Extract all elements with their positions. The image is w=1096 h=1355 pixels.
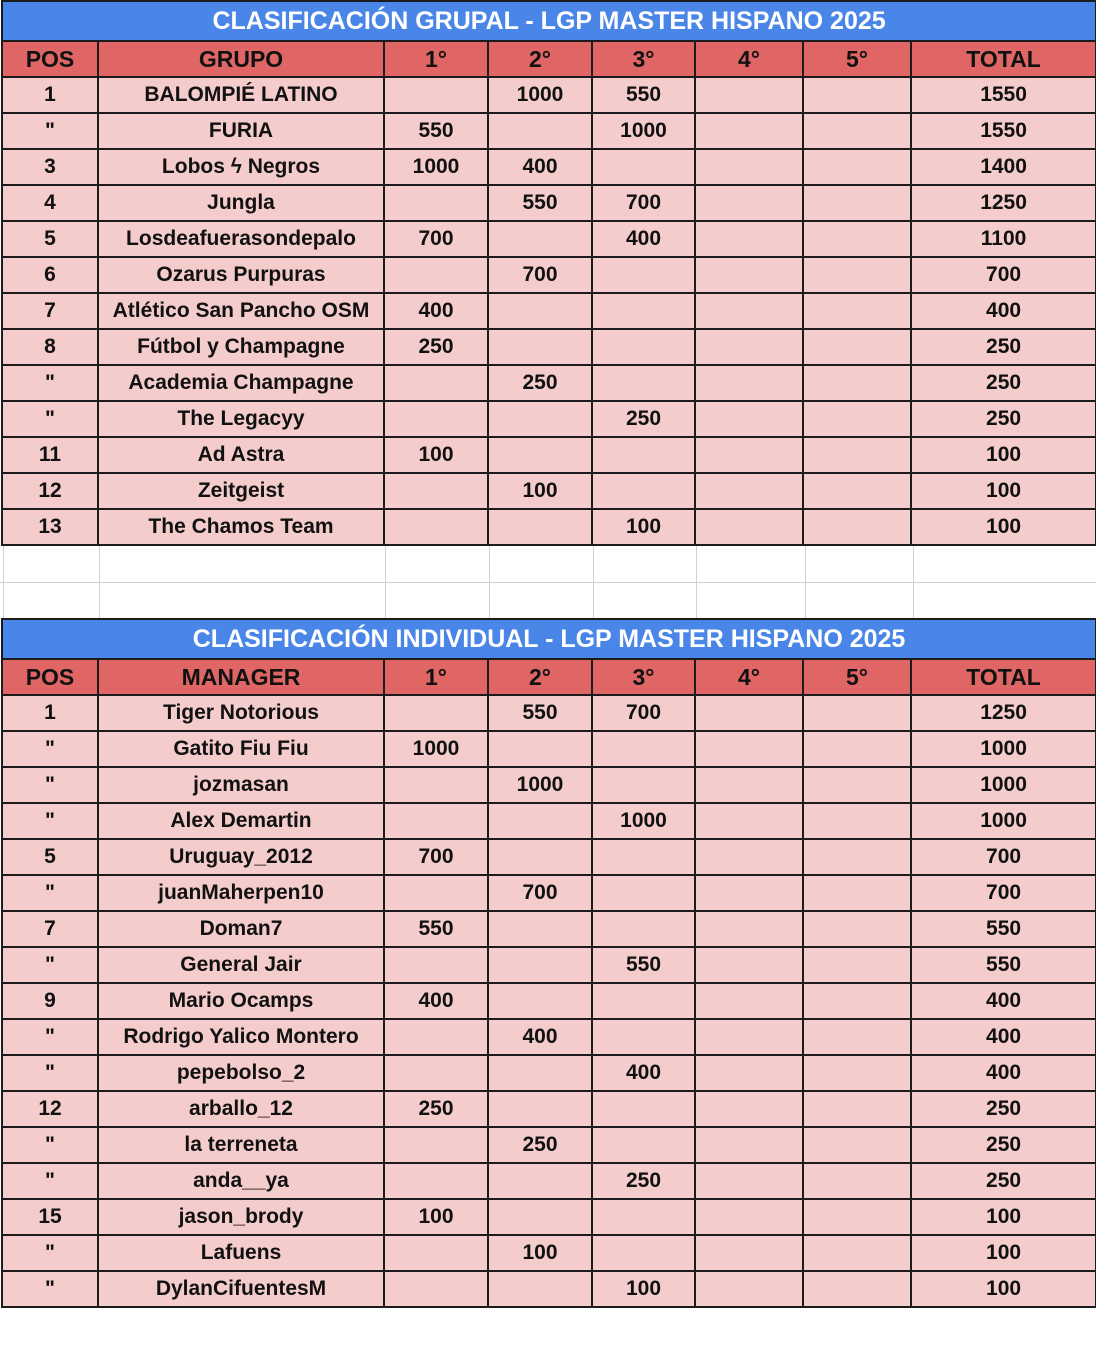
cell-p3[interactable] xyxy=(592,1235,695,1271)
cell-p1[interactable] xyxy=(384,1055,488,1091)
cell-name[interactable]: Uruguay_2012 xyxy=(98,839,384,875)
cell-p2[interactable] xyxy=(488,1055,592,1091)
table-row xyxy=(2,983,1096,1019)
table-row xyxy=(2,1199,1096,1235)
cell-p3[interactable]: 400 xyxy=(592,1055,695,1091)
cell-pos[interactable]: 5 xyxy=(2,839,98,875)
cell-pos[interactable]: " xyxy=(2,947,98,983)
cell-total[interactable]: 700 xyxy=(911,839,1096,875)
cell-pos[interactable]: " xyxy=(2,1019,98,1055)
cell-name[interactable]: Academia Champagne xyxy=(98,365,384,401)
cell-p3[interactable]: 100 xyxy=(592,509,695,545)
cell-p2[interactable]: 700 xyxy=(488,257,592,293)
cell-total[interactable]: 1250 xyxy=(911,695,1096,731)
cell-pos[interactable]: " xyxy=(2,1271,98,1307)
cell-p4[interactable] xyxy=(695,113,803,149)
table-row xyxy=(2,767,1096,803)
cell-total[interactable]: 100 xyxy=(911,1271,1096,1307)
cell-pos[interactable]: 7 xyxy=(2,911,98,947)
cell-p1[interactable] xyxy=(384,509,488,545)
cell-p2[interactable]: 250 xyxy=(488,365,592,401)
cell-p5[interactable] xyxy=(803,293,911,329)
cell-p4[interactable] xyxy=(695,1055,803,1091)
cell-p1[interactable] xyxy=(384,257,488,293)
cell-p5[interactable] xyxy=(803,983,911,1019)
cell-total[interactable]: 100 xyxy=(911,509,1096,545)
cell-p1[interactable]: 550 xyxy=(384,113,488,149)
table-row xyxy=(2,149,1096,185)
cell-p3[interactable] xyxy=(592,1127,695,1163)
cell-p3[interactable] xyxy=(592,473,695,509)
cell-p4[interactable] xyxy=(695,911,803,947)
table-row xyxy=(2,185,1096,221)
cell-p5[interactable] xyxy=(803,257,911,293)
cell-p4[interactable] xyxy=(695,221,803,257)
cell-p4[interactable] xyxy=(695,803,803,839)
cell-p2[interactable] xyxy=(488,803,592,839)
cell-p5[interactable] xyxy=(803,401,911,437)
column-header-p4: 4° xyxy=(695,41,803,77)
cell-p1[interactable] xyxy=(384,947,488,983)
column-header-p1: 1° xyxy=(384,659,488,695)
cell-p3[interactable] xyxy=(592,437,695,473)
cell-p5[interactable] xyxy=(803,1199,911,1235)
cell-p5[interactable] xyxy=(803,1163,911,1199)
cell-p3[interactable]: 550 xyxy=(592,947,695,983)
cell-p4[interactable] xyxy=(695,1271,803,1307)
cell-p5[interactable] xyxy=(803,1271,911,1307)
cell-p4[interactable] xyxy=(695,473,803,509)
cell-total[interactable]: 100 xyxy=(911,473,1096,509)
cell-p5[interactable] xyxy=(803,947,911,983)
cell-name[interactable]: arballo_12 xyxy=(98,1091,384,1127)
cell-total[interactable]: 250 xyxy=(911,1163,1096,1199)
cell-p5[interactable] xyxy=(803,1091,911,1127)
cell-pos[interactable]: " xyxy=(2,1055,98,1091)
cell-pos[interactable]: " xyxy=(2,401,98,437)
individual-ranking-title: CLASIFICACIÓN INDIVIDUAL - LGP MASTER HISPANO 2025 xyxy=(2,619,1096,659)
cell-p2[interactable] xyxy=(488,401,592,437)
cell-p3[interactable]: 250 xyxy=(592,1163,695,1199)
cell-p2[interactable] xyxy=(488,1163,592,1199)
cell-p5[interactable] xyxy=(803,1019,911,1055)
cell-p4[interactable] xyxy=(695,947,803,983)
cell-p3[interactable] xyxy=(592,767,695,803)
cell-name[interactable]: Alex Demartin xyxy=(98,803,384,839)
cell-pos[interactable]: " xyxy=(2,803,98,839)
cell-p3[interactable] xyxy=(592,365,695,401)
cell-p1[interactable] xyxy=(384,473,488,509)
cell-p3[interactable]: 700 xyxy=(592,695,695,731)
table-row xyxy=(2,1019,1096,1055)
cell-name[interactable]: Rodrigo Yalico Montero xyxy=(98,1019,384,1055)
cell-p3[interactable] xyxy=(592,875,695,911)
cell-p1[interactable] xyxy=(384,401,488,437)
table-row xyxy=(2,1271,1096,1307)
cell-p2[interactable]: 400 xyxy=(488,1019,592,1055)
table-row xyxy=(2,1091,1096,1127)
cell-p4[interactable] xyxy=(695,983,803,1019)
individual-header-row xyxy=(2,659,1096,695)
column-header-p5: 5° xyxy=(803,659,911,695)
cell-p5[interactable] xyxy=(803,875,911,911)
cell-p2[interactable] xyxy=(488,1091,592,1127)
cell-name[interactable]: jason_brody xyxy=(98,1199,384,1235)
cell-pos[interactable]: 3 xyxy=(2,149,98,185)
table-row xyxy=(2,1163,1096,1199)
cell-p1[interactable]: 400 xyxy=(384,293,488,329)
cell-total[interactable]: 1250 xyxy=(911,185,1096,221)
cell-pos[interactable]: 1 xyxy=(2,695,98,731)
group-ranking-table xyxy=(1,0,1096,546)
cell-p1[interactable] xyxy=(384,1235,488,1271)
cell-p5[interactable] xyxy=(803,767,911,803)
cell-pos[interactable]: " xyxy=(2,1163,98,1199)
table-row xyxy=(2,1235,1096,1271)
cell-name[interactable]: Zeitgeist xyxy=(98,473,384,509)
cell-pos[interactable]: " xyxy=(2,767,98,803)
cell-name[interactable]: Lafuens xyxy=(98,1235,384,1271)
cell-pos[interactable]: 15 xyxy=(2,1199,98,1235)
cell-p5[interactable] xyxy=(803,437,911,473)
cell-p5[interactable] xyxy=(803,731,911,767)
cell-name[interactable]: juanMaherpen10 xyxy=(98,875,384,911)
table-row xyxy=(2,329,1096,365)
cell-p1[interactable] xyxy=(384,1127,488,1163)
cell-pos[interactable]: 11 xyxy=(2,437,98,473)
cell-pos[interactable]: 7 xyxy=(2,293,98,329)
cell-p3[interactable] xyxy=(592,731,695,767)
cell-name[interactable]: Losdeafuerasondepalo xyxy=(98,221,384,257)
cell-p5[interactable] xyxy=(803,113,911,149)
cell-p1[interactable] xyxy=(384,185,488,221)
table-row xyxy=(2,803,1096,839)
cell-p1[interactable]: 100 xyxy=(384,437,488,473)
cell-p5[interactable] xyxy=(803,365,911,401)
column-header-p3: 3° xyxy=(592,659,695,695)
cell-total[interactable]: 250 xyxy=(911,1091,1096,1127)
cell-p5[interactable] xyxy=(803,149,911,185)
cell-p1[interactable]: 1000 xyxy=(384,731,488,767)
cell-p2[interactable] xyxy=(488,839,592,875)
cell-name[interactable]: Ad Astra xyxy=(98,437,384,473)
column-header-pos: POS xyxy=(2,659,98,695)
cell-total[interactable]: 400 xyxy=(911,1055,1096,1091)
cell-p1[interactable]: 250 xyxy=(384,1091,488,1127)
table-row xyxy=(2,365,1096,401)
cell-p2[interactable]: 1000 xyxy=(488,767,592,803)
table-row xyxy=(2,113,1096,149)
cell-p2[interactable]: 550 xyxy=(488,185,592,221)
table-row xyxy=(2,695,1096,731)
cell-p4[interactable] xyxy=(695,1019,803,1055)
cell-pos[interactable]: " xyxy=(2,1127,98,1163)
cell-p3[interactable]: 550 xyxy=(592,77,695,113)
cell-p5[interactable] xyxy=(803,473,911,509)
table-row xyxy=(2,1127,1096,1163)
cell-p4[interactable] xyxy=(695,149,803,185)
cell-p4[interactable] xyxy=(695,695,803,731)
cell-p2[interactable]: 700 xyxy=(488,875,592,911)
cell-p4[interactable] xyxy=(695,1091,803,1127)
cell-pos[interactable]: 8 xyxy=(2,329,98,365)
cell-pos[interactable]: " xyxy=(2,731,98,767)
cell-p2[interactable] xyxy=(488,911,592,947)
cell-pos[interactable]: 1 xyxy=(2,77,98,113)
cell-pos[interactable]: " xyxy=(2,113,98,149)
column-header-p2: 2° xyxy=(488,41,592,77)
cell-name[interactable]: Fútbol y Champagne xyxy=(98,329,384,365)
cell-total[interactable]: 1400 xyxy=(911,149,1096,185)
cell-name[interactable]: BALOMPIÉ LATINO xyxy=(98,77,384,113)
cell-p4[interactable] xyxy=(695,329,803,365)
table-row xyxy=(2,509,1096,545)
group-ranking-title: CLASIFICACIÓN GRUPAL - LGP MASTER HISPANO 2025 xyxy=(2,1,1096,41)
cell-p1[interactable]: 100 xyxy=(384,1199,488,1235)
table-row xyxy=(2,731,1096,767)
cell-p2[interactable] xyxy=(488,1199,592,1235)
cell-p4[interactable] xyxy=(695,1163,803,1199)
cell-p4[interactable] xyxy=(695,1235,803,1271)
cell-p1[interactable]: 400 xyxy=(384,983,488,1019)
cell-name[interactable]: Lobos ϟ Negros xyxy=(98,149,384,185)
cell-p5[interactable] xyxy=(803,803,911,839)
column-header-pos: POS xyxy=(2,41,98,77)
cell-pos[interactable]: 5 xyxy=(2,221,98,257)
cell-p4[interactable] xyxy=(695,875,803,911)
cell-p4[interactable] xyxy=(695,77,803,113)
cell-p3[interactable]: 250 xyxy=(592,401,695,437)
cell-p2[interactable] xyxy=(488,947,592,983)
table-row xyxy=(2,875,1096,911)
cell-p2[interactable]: 100 xyxy=(488,1235,592,1271)
cell-p2[interactable] xyxy=(488,437,592,473)
cell-p2[interactable] xyxy=(488,509,592,545)
column-header-p1: 1° xyxy=(384,41,488,77)
cell-total[interactable]: 100 xyxy=(911,437,1096,473)
table-row xyxy=(2,437,1096,473)
cell-p4[interactable] xyxy=(695,731,803,767)
cell-name[interactable]: Gatito Fiu Fiu xyxy=(98,731,384,767)
cell-p4[interactable] xyxy=(695,839,803,875)
cell-p3[interactable] xyxy=(592,839,695,875)
cell-p5[interactable] xyxy=(803,221,911,257)
cell-p2[interactable] xyxy=(488,1271,592,1307)
cell-p3[interactable] xyxy=(592,1019,695,1055)
column-header-total: TOTAL xyxy=(911,659,1096,695)
cell-p5[interactable] xyxy=(803,1127,911,1163)
cell-p4[interactable] xyxy=(695,401,803,437)
cell-p4[interactable] xyxy=(695,257,803,293)
cell-name[interactable]: la terreneta xyxy=(98,1127,384,1163)
column-header-p4: 4° xyxy=(695,659,803,695)
cell-name[interactable]: Ozarus Purpuras xyxy=(98,257,384,293)
cell-total[interactable]: 1000 xyxy=(911,803,1096,839)
column-header-name: GRUPO xyxy=(98,41,384,77)
cell-total[interactable]: 250 xyxy=(911,365,1096,401)
cell-p3[interactable] xyxy=(592,329,695,365)
cell-p2[interactable]: 550 xyxy=(488,695,592,731)
cell-p3[interactable] xyxy=(592,911,695,947)
cell-p4[interactable] xyxy=(695,185,803,221)
cell-total[interactable]: 1100 xyxy=(911,221,1096,257)
cell-pos[interactable]: 12 xyxy=(2,1091,98,1127)
column-header-p2: 2° xyxy=(488,659,592,695)
cell-total[interactable]: 550 xyxy=(911,911,1096,947)
table-row xyxy=(2,839,1096,875)
cell-total[interactable]: 1000 xyxy=(911,767,1096,803)
individual-ranking-table xyxy=(1,618,1096,1308)
cell-pos[interactable]: " xyxy=(2,1235,98,1271)
table-row xyxy=(2,257,1096,293)
cell-p2[interactable]: 250 xyxy=(488,1127,592,1163)
cell-name[interactable]: The Chamos Team xyxy=(98,509,384,545)
cell-p5[interactable] xyxy=(803,509,911,545)
cell-p1[interactable] xyxy=(384,77,488,113)
table-row xyxy=(2,911,1096,947)
column-header-total: TOTAL xyxy=(911,41,1096,77)
cell-pos[interactable]: 6 xyxy=(2,257,98,293)
table-row xyxy=(2,401,1096,437)
cell-p3[interactable]: 100 xyxy=(592,1271,695,1307)
cell-p4[interactable] xyxy=(695,365,803,401)
cell-total[interactable]: 400 xyxy=(911,983,1096,1019)
column-header-p3: 3° xyxy=(592,41,695,77)
cell-p1[interactable] xyxy=(384,365,488,401)
cell-pos[interactable]: 4 xyxy=(2,185,98,221)
cell-p2[interactable] xyxy=(488,293,592,329)
cell-total[interactable]: 100 xyxy=(911,1199,1096,1235)
cell-p4[interactable] xyxy=(695,767,803,803)
cell-p2[interactable]: 100 xyxy=(488,473,592,509)
table-row xyxy=(2,221,1096,257)
cell-name[interactable]: Mario Ocamps xyxy=(98,983,384,1019)
cell-total[interactable]: 550 xyxy=(911,947,1096,983)
cell-p1[interactable] xyxy=(384,875,488,911)
cell-p3[interactable] xyxy=(592,1199,695,1235)
cell-p2[interactable] xyxy=(488,113,592,149)
cell-p3[interactable]: 700 xyxy=(592,185,695,221)
cell-p3[interactable] xyxy=(592,257,695,293)
cell-p1[interactable]: 250 xyxy=(384,329,488,365)
cell-p1[interactable]: 550 xyxy=(384,911,488,947)
cell-name[interactable]: General Jair xyxy=(98,947,384,983)
table-row xyxy=(2,947,1096,983)
cell-p5[interactable] xyxy=(803,1055,911,1091)
column-header-name: MANAGER xyxy=(98,659,384,695)
cell-name[interactable]: FURIA xyxy=(98,113,384,149)
empty-rows-spacer xyxy=(0,546,1096,618)
cell-p1[interactable] xyxy=(384,1271,488,1307)
cell-p3[interactable] xyxy=(592,293,695,329)
cell-pos[interactable]: 9 xyxy=(2,983,98,1019)
cell-p1[interactable] xyxy=(384,1019,488,1055)
cell-total[interactable]: 1550 xyxy=(911,77,1096,113)
column-header-p5: 5° xyxy=(803,41,911,77)
cell-name[interactable]: Doman7 xyxy=(98,911,384,947)
cell-name[interactable]: anda__ya xyxy=(98,1163,384,1199)
cell-total[interactable]: 700 xyxy=(911,257,1096,293)
cell-name[interactable]: Tiger Notorious xyxy=(98,695,384,731)
cell-p1[interactable] xyxy=(384,767,488,803)
grupal-header-row xyxy=(2,41,1096,77)
cell-total[interactable]: 700 xyxy=(911,875,1096,911)
table-row xyxy=(2,77,1096,113)
cell-p5[interactable] xyxy=(803,77,911,113)
cell-pos[interactable]: " xyxy=(2,365,98,401)
cell-name[interactable]: The Legacyy xyxy=(98,401,384,437)
cell-pos[interactable]: 13 xyxy=(2,509,98,545)
table-row xyxy=(2,473,1096,509)
cell-p1[interactable]: 700 xyxy=(384,839,488,875)
cell-p5[interactable] xyxy=(803,911,911,947)
cell-p5[interactable] xyxy=(803,329,911,365)
cell-p1[interactable]: 1000 xyxy=(384,149,488,185)
cell-total[interactable]: 250 xyxy=(911,329,1096,365)
cell-p4[interactable] xyxy=(695,1199,803,1235)
cell-p2[interactable] xyxy=(488,731,592,767)
cell-total[interactable]: 100 xyxy=(911,1235,1096,1271)
cell-p3[interactable] xyxy=(592,149,695,185)
cell-name[interactable]: pepebolso_2 xyxy=(98,1055,384,1091)
cell-total[interactable]: 400 xyxy=(911,1019,1096,1055)
table-row xyxy=(2,293,1096,329)
cell-p5[interactable] xyxy=(803,839,911,875)
cell-p4[interactable] xyxy=(695,293,803,329)
cell-p5[interactable] xyxy=(803,185,911,221)
cell-name[interactable]: Jungla xyxy=(98,185,384,221)
cell-p3[interactable]: 1000 xyxy=(592,113,695,149)
cell-total[interactable]: 1550 xyxy=(911,113,1096,149)
cell-p2[interactable]: 400 xyxy=(488,149,592,185)
cell-name[interactable]: Atlético San Pancho OSM xyxy=(98,293,384,329)
cell-name[interactable]: jozmasan xyxy=(98,767,384,803)
cell-p2[interactable] xyxy=(488,221,592,257)
cell-total[interactable]: 400 xyxy=(911,293,1096,329)
cell-p2[interactable] xyxy=(488,983,592,1019)
cell-total[interactable]: 250 xyxy=(911,401,1096,437)
cell-p2[interactable]: 1000 xyxy=(488,77,592,113)
cell-p5[interactable] xyxy=(803,695,911,731)
cell-p1[interactable] xyxy=(384,1163,488,1199)
cell-total[interactable]: 1000 xyxy=(911,731,1096,767)
cell-p3[interactable]: 400 xyxy=(592,221,695,257)
cell-p4[interactable] xyxy=(695,437,803,473)
cell-p4[interactable] xyxy=(695,1127,803,1163)
cell-p1[interactable] xyxy=(384,695,488,731)
cell-pos[interactable]: 12 xyxy=(2,473,98,509)
cell-p1[interactable] xyxy=(384,803,488,839)
cell-name[interactable]: DylanCifuentesM xyxy=(98,1271,384,1307)
cell-p3[interactable] xyxy=(592,983,695,1019)
table-row xyxy=(2,1055,1096,1091)
cell-p3[interactable]: 1000 xyxy=(592,803,695,839)
cell-p3[interactable] xyxy=(592,1091,695,1127)
cell-p4[interactable] xyxy=(695,509,803,545)
cell-total[interactable]: 250 xyxy=(911,1127,1096,1163)
cell-p5[interactable] xyxy=(803,1235,911,1271)
cell-p1[interactable]: 700 xyxy=(384,221,488,257)
cell-p2[interactable] xyxy=(488,329,592,365)
cell-pos[interactable]: " xyxy=(2,875,98,911)
